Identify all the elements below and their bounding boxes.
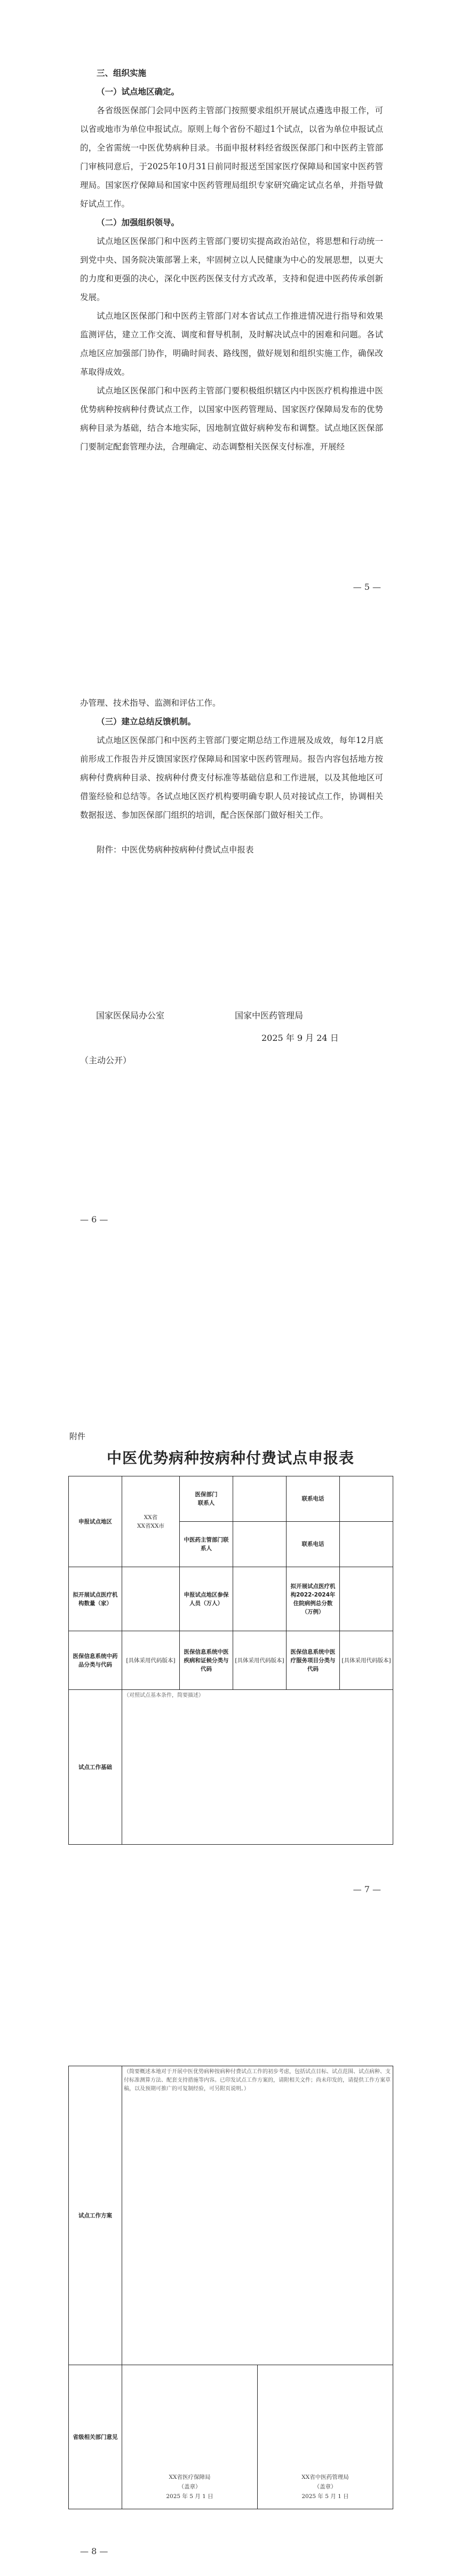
tcm-phone-field[interactable]: [340, 1522, 393, 1567]
tcm-contact-label: 中医药主管部门联系人: [180, 1522, 233, 1567]
paragraph: 试点地区医保部门和中医药主管部门要积极组织辖区内中医医疗机构推进中医优势病种按病种付费试点工作，以国家中医药管理局、国家医疗保障局发布的优势病种目录为基础，结合本地实际，因地制宜做好病种发布和调整。试点地区医保部门要制定配套管理办法，合理确定、动态调整相关医保支付标准，开展经: [80, 386, 383, 452]
institution-count-label: 拟开展试点医疗机构数量（家）: [69, 1567, 122, 1631]
insurance-contact-label: 医保部门 联系人: [180, 1476, 233, 1522]
page6-body: [80, 694, 383, 859]
disease-code-value[interactable]: [具体采用代码版本]: [233, 1631, 287, 1690]
insurance-phone-label: 联系电话: [287, 1476, 340, 1522]
insurance-contact-field[interactable]: [233, 1476, 287, 1522]
page-5: [0, 0, 461, 694]
seal-tcm: XX省中医药管理局 （盖章） 2025 年 5 月 1 日: [301, 2474, 349, 2500]
institution-count-field[interactable]: [122, 1567, 180, 1631]
page-7: [0, 1388, 461, 1975]
insured-count-label: 申报试点地区参保人员（万人）: [180, 1567, 233, 1631]
opinion-label: 省级相关部门意见: [69, 2365, 122, 2509]
tcm-contact-field[interactable]: [233, 1522, 287, 1567]
tcm-phone-label: 联系电话: [287, 1522, 340, 1567]
region-value: XX省 XX省XX市: [122, 1476, 180, 1567]
page-6: [0, 694, 461, 1388]
insured-count-field[interactable]: [233, 1567, 287, 1631]
page-number: — 5 —: [353, 582, 381, 592]
insurance-phone-field[interactable]: [340, 1476, 393, 1522]
section-heading: 三、组织实施: [97, 68, 147, 78]
seal-insurance: XX省医疗保障局 （盖章） 2025 年 5 月 1 日: [166, 2474, 213, 2500]
subheading-3: （三）建立总结反馈机制。: [97, 717, 196, 726]
paragraph: 试点地区医保部门和中医药主管部门要定期总结工作进展及成效，每年12月底前形成工作报告并反馈国家医疗保障局和国家中医药管理局。报告内容包括地方按病种付费病种目录、按病种付费支付标准等基础信息和工作进展，以及其他地区可借鉴经验和总结等。各试点地区医疗机构要明确专职人员对接试点工作，协调相关数据报送、参加医保部门组织的培训，配合医保部门做好相关工作。: [80, 736, 383, 820]
case-count-label: 拟开展试点医疗机构2022-2024年住院病例总分数（万例）: [287, 1567, 340, 1631]
service-code-value[interactable]: [具体采用代码版本]: [340, 1631, 393, 1690]
paragraph: 各省级医保部门会同中医药主管部门按照要求组织开展试点遴选申报工作，可以省或地市为单位申报试点。原则上每个省份不超过1个试点，以省为单位申报试点的，全省需统一中医优势病种目录。书面申报材料经省级医保部门和中医药主管部门审核同意后，于2025年10月31日前同时报送至国家医疗保障局和国家中医药管理局。国家医疗保障局和国家中医药管理局组织专家研究确定试点名单，并指导做好试点工作。: [80, 106, 383, 209]
attachment-line: 附件：中医优势病种按病种付费试点申报表: [97, 845, 254, 855]
page-8: [0, 1975, 461, 2576]
page5-body: [80, 64, 383, 456]
disease-code-label: 医保信息系统中医疾病和证候分类与代码: [180, 1631, 233, 1690]
plan-label: 试点工作方案: [69, 2066, 122, 2365]
page-number: — 6 —: [80, 1214, 108, 1224]
paragraph: 试点地区医保部门和中医药主管部门对本省试点工作推进情况进行指导和效果监测评估，建立工作交流、调度和督导机制，及时解决试点中的困难和问题。各试点地区应加强部门协作，明确时间表、路线图，做好规划和组织实施工作，确保改革取得成效。: [80, 311, 383, 377]
paragraph: 试点地区医保部门和中医药主管部门要切实提高政治站位，将思想和行动统一到党中央、国务院决策部署上来，牢固树立以人民健康为中心的发展思想，以更大的力度和更强的决心，深化中医药医保支付方式改革，支持和促进中医药传承创新发展。: [80, 236, 383, 302]
page-number: — 8 —: [80, 2546, 108, 2556]
attachment-label: 附件: [69, 1432, 86, 1441]
application-form: [68, 1476, 393, 1845]
form-title: 中医优势病种按病种付费试点申报表: [106, 1449, 354, 1467]
issuer-2: 国家中医药管理局: [235, 1010, 304, 1021]
drug-code-value[interactable]: [具体采用代码版本]: [122, 1631, 180, 1690]
service-code-label: 医保信息系统中医疗服务项目分类与代码: [287, 1631, 340, 1690]
case-count-field[interactable]: [340, 1567, 393, 1631]
issue-date: 2025 年 9 月 24 日: [261, 1033, 339, 1043]
opinion-tcm-cell[interactable]: [258, 2365, 393, 2509]
opinion-insurance-cell[interactable]: [122, 2365, 258, 2509]
page-number: — 7 —: [353, 1884, 381, 1894]
drug-code-label: 医保信息系统中药品分类与代码: [69, 1631, 122, 1690]
basis-label: 试点工作基础: [69, 1690, 122, 1845]
basis-field[interactable]: （对照试点基本条件，简要描述）: [122, 1690, 393, 1845]
subheading-2: （二）加强组织领导。: [97, 218, 180, 227]
subheading-1: （一）试点地区确定。: [97, 87, 180, 97]
issuer-1: 国家医保局办公室: [96, 1010, 165, 1021]
public-note: （主动公开）: [80, 1055, 132, 1065]
paragraph: 办管理、技术指导、监测和评估工作。: [80, 698, 221, 708]
plan-field[interactable]: （简要概述本地对于开展中医优势病种按病种付费试点工作的初步考虑，包括试点目标、试点范围、试点病种、支付标准测算方法、配套支持措施等内容。已印发试点工作方案的，请附相关文件；尚未印发的，请提供工作方案草稿，以及预期可推广的可复制经验，可另附页说明。）: [122, 2066, 393, 2365]
application-form-continued: [68, 2066, 393, 2509]
region-label: 申报试点地区: [69, 1476, 122, 1567]
